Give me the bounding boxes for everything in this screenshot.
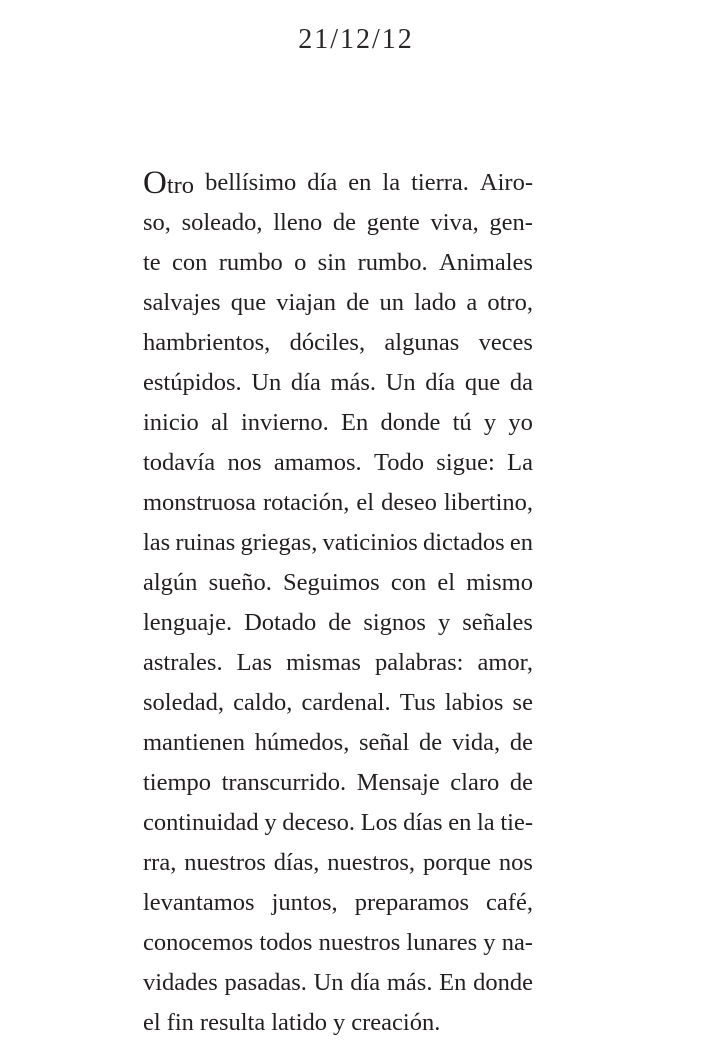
text-line bbox=[143, 403, 533, 443]
text-word: y bbox=[483, 409, 497, 436]
text-word: na- bbox=[501, 929, 533, 956]
text-word: Un bbox=[385, 369, 416, 396]
text-word: café, bbox=[486, 889, 533, 916]
text-word: levantamos bbox=[143, 889, 255, 916]
text-word: Todo bbox=[373, 449, 424, 476]
text-word: de bbox=[346, 289, 370, 316]
text-word: que bbox=[464, 369, 501, 396]
text-word: cardenal. bbox=[301, 689, 391, 716]
text-word: conocemos bbox=[143, 929, 254, 956]
text-line bbox=[143, 483, 533, 523]
text-word: día bbox=[290, 369, 321, 396]
text-line bbox=[143, 163, 533, 203]
text-word: todos bbox=[259, 929, 313, 956]
text-word: sin bbox=[317, 249, 347, 276]
text-word: inicio bbox=[143, 409, 199, 436]
text-word: nuestros, bbox=[327, 849, 416, 876]
drop-cap: O bbox=[143, 165, 167, 201]
text-line bbox=[143, 203, 533, 243]
text-word: húmedos, bbox=[254, 729, 350, 756]
text-word: día bbox=[350, 969, 381, 996]
text-word: porque bbox=[422, 849, 491, 876]
text-line bbox=[143, 683, 533, 723]
text-word: y bbox=[483, 929, 496, 956]
text-word: lleno bbox=[273, 209, 323, 236]
text-word: En bbox=[341, 409, 369, 436]
text-word: tie- bbox=[500, 809, 533, 836]
text-word: Las bbox=[236, 649, 273, 676]
text-word: astrales. bbox=[143, 649, 223, 676]
text-word: juntos, bbox=[271, 889, 338, 916]
text-line bbox=[143, 723, 533, 763]
text-word: Dotado bbox=[244, 609, 317, 636]
text-word: con bbox=[390, 569, 427, 596]
text-word: fin bbox=[166, 1009, 194, 1036]
text-word: lado bbox=[414, 289, 457, 316]
text-word: griegas, bbox=[240, 529, 318, 556]
text-word: de bbox=[509, 769, 533, 796]
text-word: sigue: bbox=[436, 449, 495, 476]
text-word: días, bbox=[273, 849, 320, 876]
text-word: lenguaje. bbox=[143, 609, 233, 636]
text-word: rumbo. bbox=[357, 249, 428, 276]
text-word: veces bbox=[478, 329, 533, 356]
text-word: vidades bbox=[143, 969, 218, 996]
text-line bbox=[143, 523, 533, 563]
text-word: y bbox=[264, 809, 277, 836]
text-word: más. bbox=[386, 969, 433, 996]
text-word: más. bbox=[330, 369, 377, 396]
text-word: da bbox=[509, 369, 533, 396]
text-line bbox=[143, 923, 533, 963]
text-word: de bbox=[332, 209, 357, 236]
text-word: continuidad bbox=[143, 809, 259, 836]
text-word: Tus bbox=[399, 689, 436, 716]
text-word: donde bbox=[380, 409, 441, 436]
text-word: nuestros bbox=[184, 849, 266, 876]
text-word: latido bbox=[271, 1009, 328, 1036]
text-word: tiempo bbox=[143, 769, 212, 796]
text-word: Los bbox=[360, 809, 398, 836]
text-word: bellísimo bbox=[205, 169, 297, 196]
text-word: a bbox=[466, 289, 478, 316]
text-word: mismo bbox=[466, 569, 533, 596]
text-word: el bbox=[356, 489, 375, 516]
text-word: rra, bbox=[143, 849, 177, 876]
text-word: Seguimos bbox=[283, 569, 380, 596]
text-word: yo bbox=[508, 409, 533, 436]
text-line bbox=[143, 363, 533, 403]
text-word: caldo, bbox=[233, 689, 293, 716]
text-word: mismas bbox=[286, 649, 361, 676]
text-word: Un bbox=[251, 369, 282, 396]
text-word: al bbox=[211, 409, 229, 436]
text-word: Un bbox=[313, 969, 344, 996]
text-word: viva, bbox=[430, 209, 479, 236]
text-word: deceso. bbox=[282, 809, 356, 836]
text-word: se bbox=[512, 689, 533, 716]
text-line bbox=[143, 763, 533, 803]
text-word: de bbox=[419, 729, 443, 756]
text-word: La bbox=[507, 449, 533, 476]
text-word: día bbox=[307, 169, 338, 196]
text-word: so, bbox=[143, 209, 171, 236]
text-word: Airo- bbox=[479, 169, 533, 196]
text-word: el bbox=[143, 1009, 161, 1036]
text-word: pasadas. bbox=[224, 969, 307, 996]
text-word: sueño. bbox=[208, 569, 272, 596]
text-word: y bbox=[333, 1009, 346, 1036]
text-word: Mensaje bbox=[356, 769, 440, 796]
text-word: que bbox=[230, 289, 267, 316]
text-word: con bbox=[172, 249, 208, 276]
prose-paragraph bbox=[143, 163, 533, 1043]
text-word: tú bbox=[452, 409, 472, 436]
text-word: dóciles, bbox=[289, 329, 366, 356]
text-word: tierra. bbox=[411, 169, 469, 196]
text-word: claro bbox=[450, 769, 500, 796]
text-line bbox=[143, 443, 533, 483]
text-word: viajan bbox=[276, 289, 337, 316]
text-word: y bbox=[437, 609, 451, 636]
text-word: dictados bbox=[422, 529, 505, 556]
text-word: resulta bbox=[199, 1009, 266, 1036]
text-word: o bbox=[294, 249, 307, 276]
text-word: rotación, bbox=[262, 489, 350, 516]
text-line bbox=[143, 963, 533, 1003]
text-word: el bbox=[437, 569, 456, 596]
text-word: algunas bbox=[384, 329, 460, 356]
text-word: nos bbox=[227, 449, 262, 476]
text-word: amor, bbox=[477, 649, 533, 676]
text-word: labios bbox=[444, 689, 504, 716]
text-word: vida, bbox=[451, 729, 501, 756]
text-word: día bbox=[425, 369, 456, 396]
text-word: palabras: bbox=[374, 649, 464, 676]
text-word-rest: tro bbox=[166, 172, 195, 199]
text-line bbox=[143, 243, 533, 283]
text-word: te bbox=[143, 249, 161, 276]
text-word: soleado, bbox=[181, 209, 263, 236]
text-word: de bbox=[509, 729, 533, 756]
text-word: señal bbox=[359, 729, 410, 756]
text-word: algún bbox=[143, 569, 198, 596]
text-word: Animales bbox=[439, 249, 533, 276]
text-word: invierno. bbox=[240, 409, 329, 436]
text-word: soledad, bbox=[143, 689, 224, 716]
text-word: de bbox=[328, 609, 352, 636]
text-word: las bbox=[143, 529, 171, 556]
text-word: En bbox=[439, 969, 467, 996]
text-word: nos bbox=[498, 849, 533, 876]
text-word: nuestros bbox=[318, 929, 401, 956]
text-word: señales bbox=[462, 609, 533, 636]
text-line bbox=[143, 283, 533, 323]
text-word bbox=[143, 163, 194, 203]
text-line bbox=[143, 643, 533, 683]
text-word: vaticinios bbox=[322, 529, 418, 556]
text-word: un bbox=[379, 289, 404, 316]
text-word: preparamos bbox=[354, 889, 469, 916]
text-word: donde bbox=[473, 969, 533, 996]
text-word: gente bbox=[366, 209, 420, 236]
text-line bbox=[143, 883, 533, 923]
text-line bbox=[143, 563, 533, 603]
text-word: estúpidos. bbox=[143, 369, 242, 396]
text-word: ruinas bbox=[175, 529, 236, 556]
text-word: lunares bbox=[406, 929, 478, 956]
text-word: rumbo bbox=[218, 249, 283, 276]
text-line bbox=[143, 843, 533, 883]
text-word: todavía bbox=[143, 449, 216, 476]
text-word: libertino, bbox=[443, 489, 533, 516]
text-word: días bbox=[403, 809, 443, 836]
text-word: transcurrido. bbox=[221, 769, 347, 796]
text-line bbox=[143, 323, 533, 363]
text-word: gen- bbox=[489, 209, 533, 236]
text-word: deseo bbox=[381, 489, 437, 516]
text-word: hambrientos, bbox=[143, 329, 271, 356]
date-heading: 21/12/12 bbox=[298, 24, 414, 55]
text-word: mantienen bbox=[143, 729, 246, 756]
text-word: en bbox=[448, 809, 472, 836]
text-word: creación. bbox=[351, 1009, 441, 1036]
text-word: monstruosa bbox=[143, 489, 256, 516]
text-word: otro, bbox=[487, 289, 533, 316]
text-word: la bbox=[382, 169, 401, 196]
text-word: signos bbox=[363, 609, 426, 636]
text-line bbox=[143, 1003, 533, 1043]
text-word: amamos. bbox=[273, 449, 362, 476]
text-line bbox=[143, 803, 533, 843]
text-word: en bbox=[509, 529, 533, 556]
text-word: en bbox=[348, 169, 372, 196]
text-word: salvajes bbox=[143, 289, 221, 316]
text-word: la bbox=[477, 809, 495, 836]
text-line bbox=[143, 603, 533, 643]
